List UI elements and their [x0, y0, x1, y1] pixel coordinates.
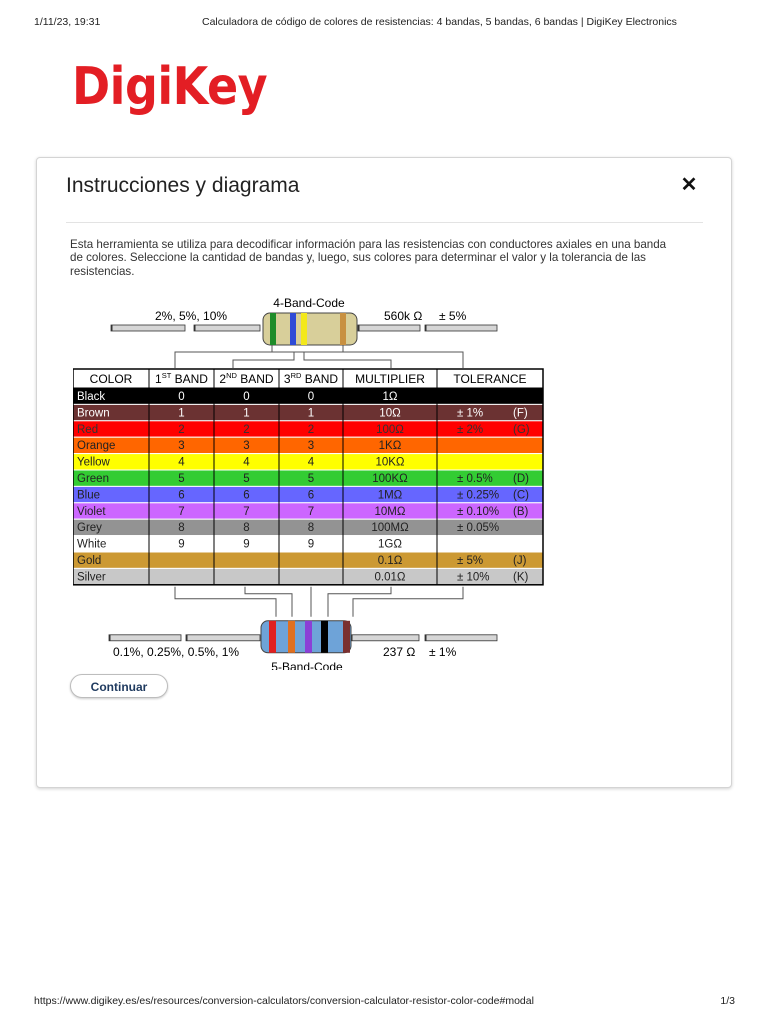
five-band-tolerance: ± 1%: [429, 644, 457, 659]
four-band-stripe: [340, 313, 346, 345]
band-digit-label: 6: [243, 489, 250, 502]
color-name-label: Gold: [77, 555, 102, 567]
color-name-label: Silver: [77, 571, 106, 584]
column-header-3: 3RD BAND: [283, 371, 339, 386]
four-band-stripe: [290, 313, 296, 345]
four-band-tolerance-note: 2%, 5%, 10%: [155, 309, 228, 323]
tolerance-code-label: (G): [513, 423, 530, 436]
band-digit-label: 8: [243, 522, 250, 535]
band-digit-label: 1: [243, 407, 250, 420]
band-digit-label: 3: [243, 440, 250, 453]
four-band-lead: [425, 325, 497, 331]
color-name-label: Yellow: [77, 456, 110, 469]
tolerance-code-label: (J): [513, 555, 527, 567]
band-digit-label: 6: [307, 489, 315, 502]
band-digit-label: 7: [243, 505, 250, 518]
table-cell: [149, 552, 214, 568]
five-band-tolerance-note: 0.1%, 0.25%, 0.5%, 1%: [113, 644, 240, 659]
color-name-label: Grey: [77, 522, 102, 535]
four-band-lead: [111, 325, 185, 331]
tolerance-code-label: (D): [513, 473, 529, 485]
band-digit-label: 4: [178, 456, 185, 469]
color-name-label: Black: [77, 391, 106, 403]
color-name-label: Red: [77, 423, 99, 436]
color-name-label: Blue: [77, 489, 101, 502]
band-digit-label: 5: [178, 473, 185, 485]
color-name-label: Brown: [77, 407, 110, 420]
five-band-lead-end: [425, 635, 427, 641]
multiplier-label: 1KΩ: [378, 440, 402, 453]
multiplier-label: 1MΩ: [377, 489, 403, 502]
tolerance-code-label: (B): [513, 505, 529, 518]
table-cell: [437, 454, 543, 470]
tolerance-label: ± 10%: [457, 571, 490, 584]
multiplier-label: 100KΩ: [372, 473, 408, 485]
tolerance-label: ± 5%: [457, 555, 484, 567]
four-band-connector: [304, 352, 391, 368]
tolerance-label: ± 0.25%: [457, 489, 500, 502]
four-band-connector: [233, 352, 294, 368]
band-digit-label: 0: [243, 391, 250, 403]
band-digit-label: 2: [307, 423, 315, 436]
five-band-connector: [328, 587, 391, 617]
band-digit-label: 9: [307, 538, 315, 551]
four-band-lead-end: [111, 325, 113, 331]
table-cell: [149, 568, 214, 584]
instructions-modal: [36, 157, 732, 788]
band-digit-label: 4: [307, 456, 315, 469]
multiplier-label: 1Ω: [382, 391, 398, 403]
multiplier-label: 1GΩ: [378, 538, 402, 551]
five-band-connector: [175, 587, 276, 617]
band-digit-label: 5: [243, 473, 250, 485]
multiplier-label: 10MΩ: [374, 505, 406, 518]
tolerance-label: ± 1%: [457, 407, 484, 420]
table-cell: [437, 552, 543, 568]
table-cell: [437, 536, 543, 552]
resistor-color-code-diagram: [73, 295, 553, 670]
five-band-value: 237 Ω: [383, 644, 416, 659]
modal-title: Instrucciones y diagrama: [66, 174, 300, 197]
band-digit-label: 9: [178, 538, 185, 551]
print-page-number: 1/3: [720, 995, 735, 1007]
tolerance-label: ± 2%: [457, 423, 484, 436]
five-band-lead: [351, 635, 419, 641]
four-band-title: 4-Band-Code: [273, 296, 345, 310]
column-header-4: MULTIPLIER: [355, 372, 425, 386]
close-icon[interactable]: ✕: [680, 174, 698, 196]
multiplier-label: 10Ω: [379, 407, 401, 420]
table-cell: [214, 552, 279, 568]
band-digit-label: 2: [243, 423, 250, 436]
tolerance-code-label: (C): [513, 489, 529, 502]
color-name-label: Green: [77, 473, 109, 485]
multiplier-label: 100MΩ: [371, 522, 409, 535]
column-header-1: 1ST BAND: [155, 371, 208, 386]
band-digit-label: 4: [243, 456, 250, 469]
five-band-connector: [245, 587, 292, 617]
modal-divider: [66, 222, 703, 223]
print-page-title: Calculadora de código de colores de resistencias: 4 bandas, 5 bandas, 6 bandas | DigiKey Electronics: [202, 16, 677, 28]
four-band-stripe: [270, 313, 276, 345]
five-band-title: 5-Band-Code: [271, 659, 343, 670]
four-band-stripe: [301, 313, 307, 345]
five-band-stripe: [288, 621, 295, 653]
print-url: https://www.digikey.es/es/resources/conversion-calculators/conversion-calculator-resistor-color-code#modal: [34, 995, 534, 1007]
five-band-lead-end: [109, 635, 111, 641]
four-band-lead-end: [425, 325, 427, 331]
four-band-lead-end: [358, 325, 360, 331]
column-header-5: TOLERANCE: [453, 372, 527, 386]
digikey-logo[interactable]: DigiKey: [72, 56, 268, 117]
band-digit-label: 6: [178, 489, 185, 502]
four-band-lead: [358, 325, 420, 331]
band-digit-label: 3: [178, 440, 185, 453]
band-digit-label: 2: [178, 423, 185, 436]
band-digit-label: 9: [243, 538, 250, 551]
five-band-connector: [353, 587, 463, 617]
color-name-label: Violet: [77, 505, 106, 518]
band-digit-label: 7: [178, 505, 185, 518]
band-digit-label: 8: [307, 522, 315, 535]
tolerance-label: ± 0.05%: [457, 522, 500, 535]
tolerance-code-label: (F): [513, 407, 528, 420]
tolerance-code-label: (K): [513, 571, 529, 584]
color-name-label: White: [77, 538, 107, 551]
band-digit-label: 3: [307, 440, 315, 453]
print-date: 1/11/23, 19:31: [34, 16, 101, 28]
five-band-stripe: [305, 621, 312, 653]
band-digit-label: 0: [178, 391, 185, 403]
table-cell: [279, 568, 343, 584]
color-name-label: Orange: [77, 440, 116, 453]
band-digit-label: 7: [307, 505, 315, 518]
modal-description: Esta herramienta se utiliza para decodificar información para las resistencias con conductores axiales en una banda de colores. Seleccione la cantidad de bandas y, luego, sus colores para determinar el valor y la tolerancia de las resistencias.: [70, 238, 667, 278]
continue-button[interactable]: Continuar: [70, 674, 168, 698]
multiplier-label: 10KΩ: [375, 456, 405, 469]
band-digit-label: 5: [307, 473, 315, 485]
five-band-lead: [425, 635, 497, 641]
column-header-2: 2ND BAND: [219, 371, 274, 386]
multiplier-label: 100Ω: [376, 423, 404, 436]
multiplier-label: 0.1Ω: [377, 555, 403, 567]
five-band-stripe: [269, 621, 276, 653]
table-cell: [437, 437, 543, 453]
five-band-stripe: [343, 621, 350, 653]
band-digit-label: 0: [307, 391, 315, 403]
four-band-lead: [194, 325, 260, 331]
four-band-value: 560k Ω: [384, 309, 423, 323]
five-band-lead: [109, 635, 181, 641]
band-digit-label: 8: [178, 522, 185, 535]
five-band-stripe: [321, 621, 328, 653]
band-digit-label: 1: [178, 407, 185, 420]
four-band-tolerance: ± 5%: [439, 309, 467, 323]
four-band-lead-end: [194, 325, 196, 331]
five-band-lead-end: [186, 635, 188, 641]
table-cell: [437, 388, 543, 404]
column-header-0: COLOR: [89, 372, 133, 386]
five-band-lead: [186, 635, 260, 641]
tolerance-label: ± 0.5%: [457, 473, 493, 485]
table-cell: [214, 568, 279, 584]
multiplier-label: 0.01Ω: [374, 571, 406, 584]
band-digit-label: 1: [307, 407, 315, 420]
tolerance-label: ± 0.10%: [457, 505, 500, 518]
table-cell: [279, 552, 343, 568]
